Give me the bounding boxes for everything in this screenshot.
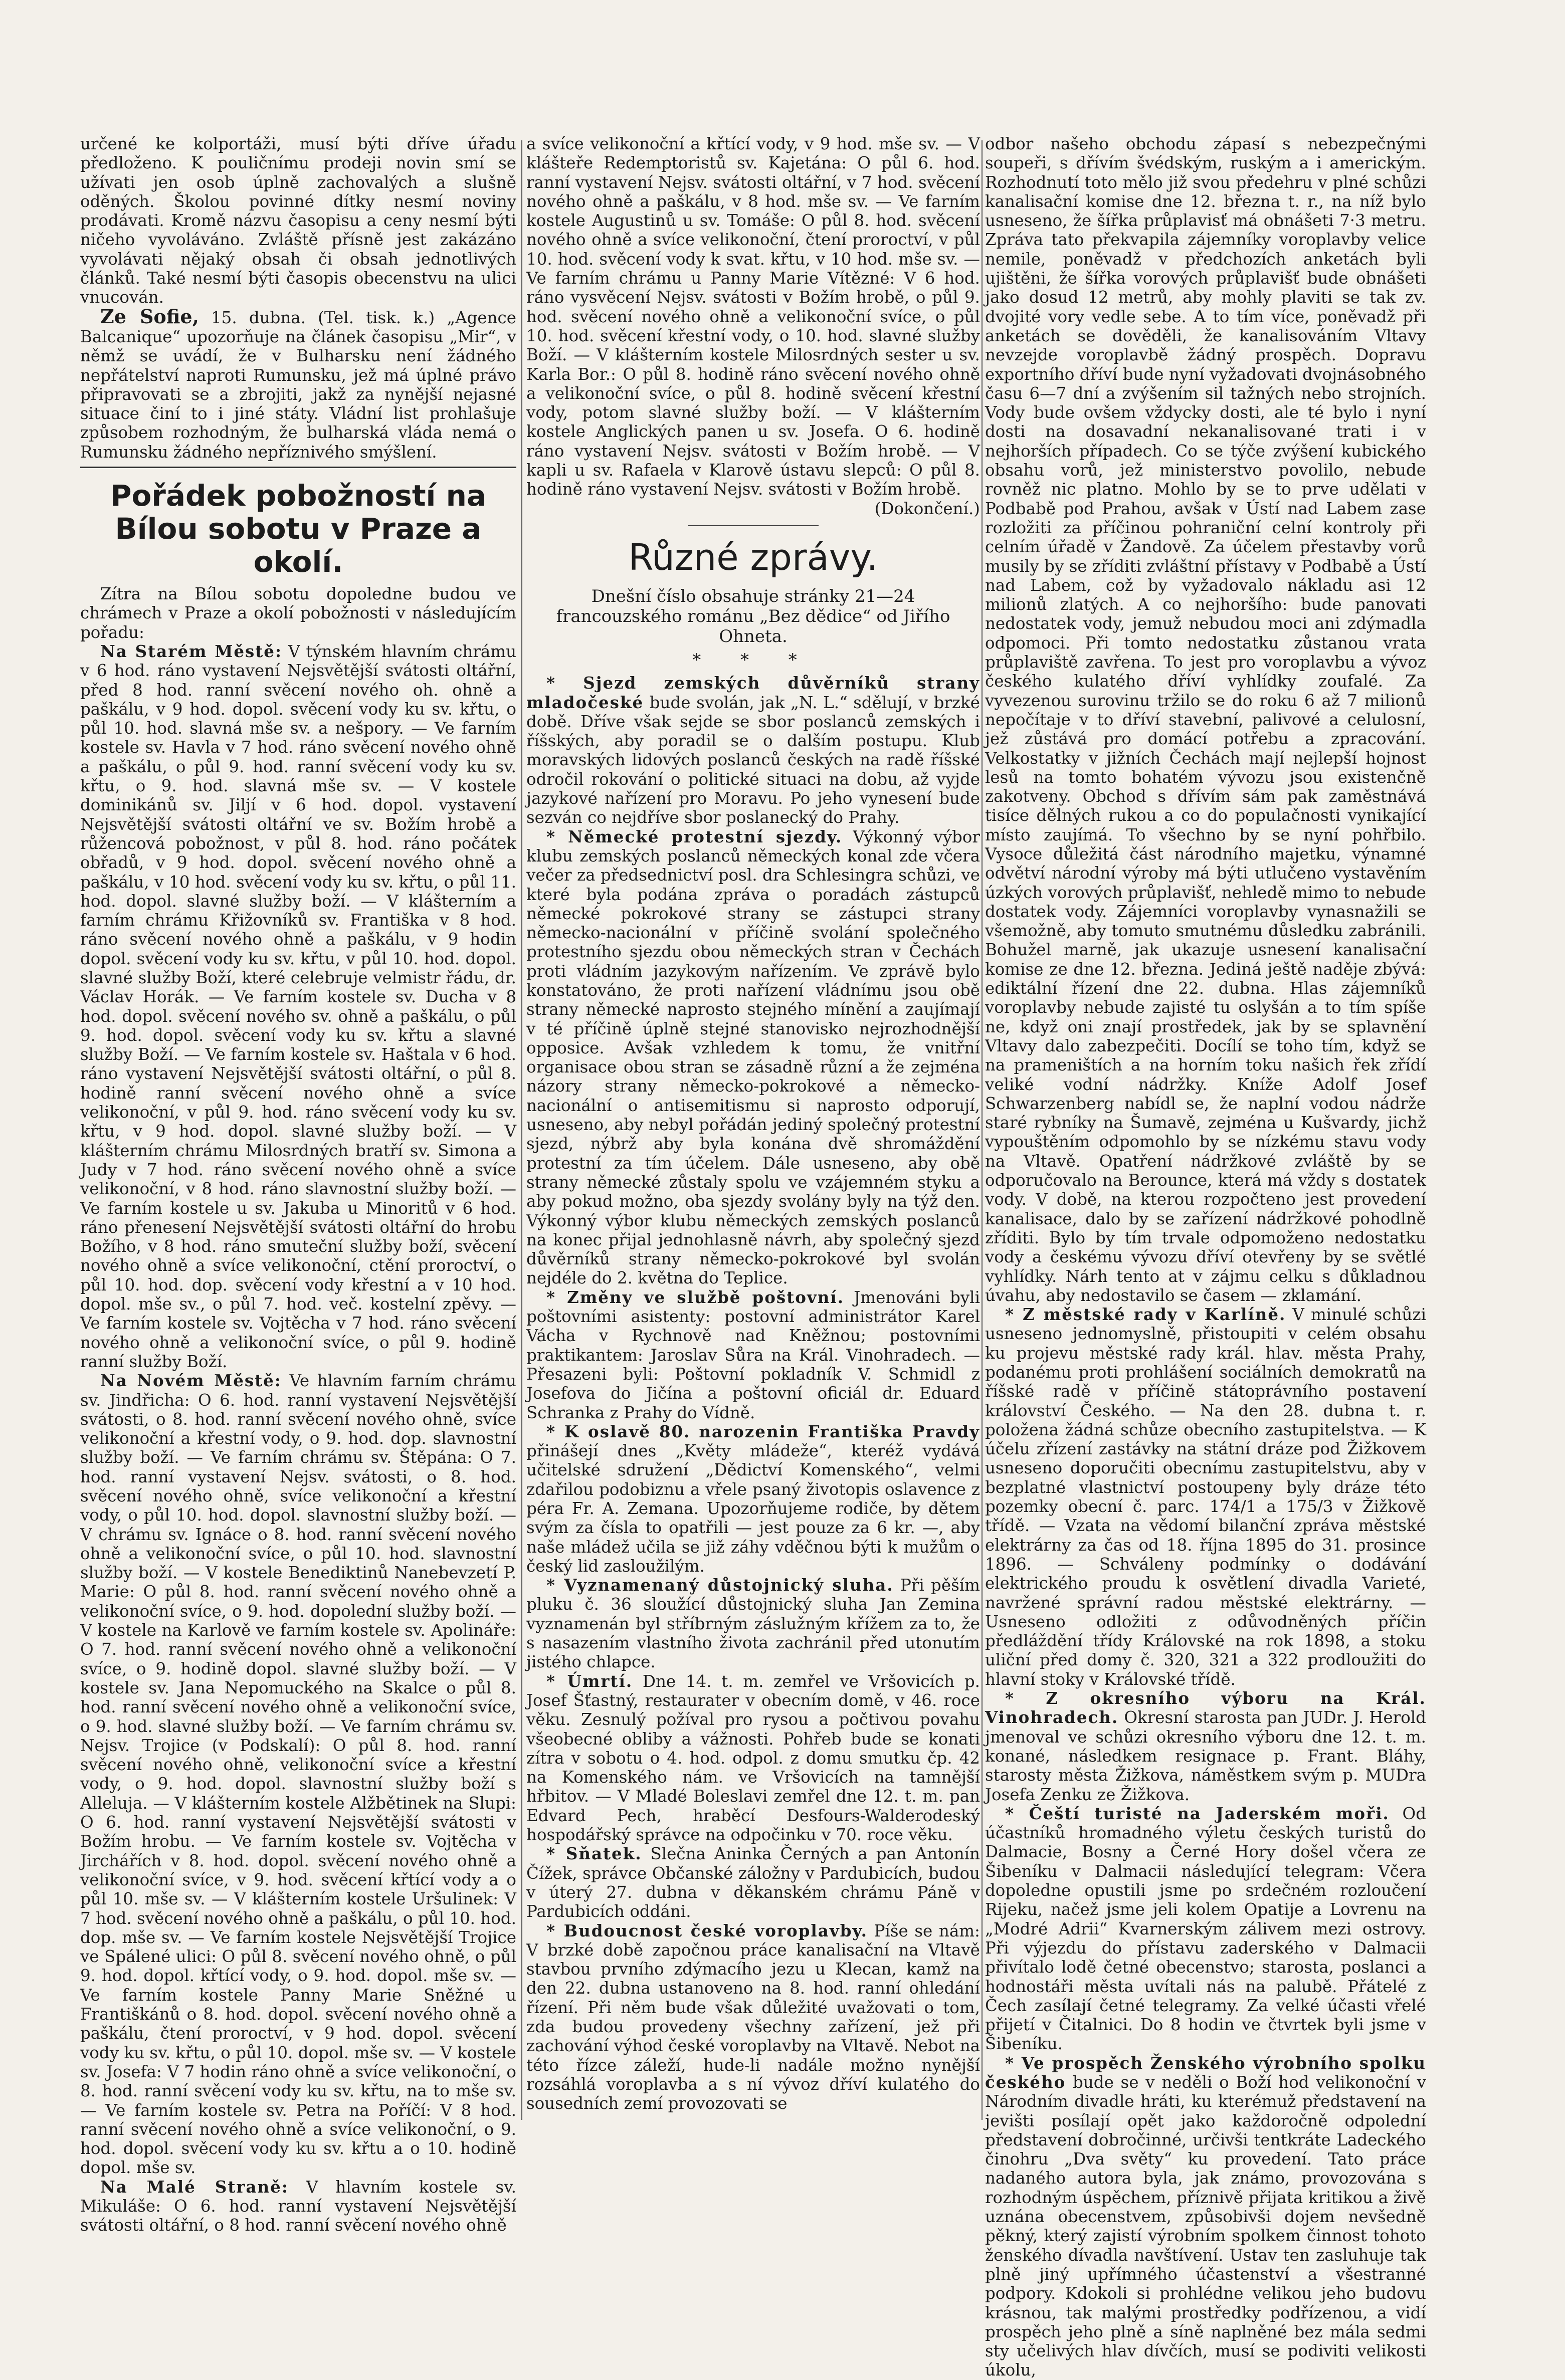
news-text: bude se v neděli o Boží hod velikonoční v Národním divadle hráti, ku kterémuž představení na jevišti posílají opět jako každoročně odpolední představení dobročinné, určivši tentkráte Ladeckého činohru „Dva světy“ ku provedení. Tato práce nadaného autora byla, jak známo, provozována s rozhodným úspěchem, příznivě přijata kritikou a živě uznána obecenstvem, způsobivši dojem nevšedně pěkný, který zajistí výrobním spolkem činnost tohoto ženského dívadla navštívení. Ustav ten zasluhuje tak plně jiný upřímného účastenství a všestranné podpory. Kdokoli si prohlédne velikou jeho budovu krásnou, tak malými prostředky podřízenou, a vidí prospěch jeho plně a síně naplněné bez mála sedmi sty učelivých hlav dívčích, musí se podiviti velikosti úkolu,	[985, 2072, 1426, 2380]
section-heading: Různé zprávy.	[628, 536, 878, 578]
news-headline: * Sňatek.	[546, 1844, 642, 1864]
news-item	[526, 674, 980, 827]
divider	[80, 467, 516, 468]
article-paragraph: odbor našeho obchodu zápasí s nebezpečnými soupeři, s dřívím švédským, ruským a i americkým. Rozhodnutí toto mělo již svou předehru v plné schůzi kanalisační komise dne 12. března t. r., na níž bylo usneseno, že šířka průplavisť má obnášeti 7·3 metru. Zpráva tato překvapila zájemníky voroplavby velice nemile, poněvadž v předchozích anketách byli ujištěni, že šířka vorových průplavišť bude obnášeti jako dosud 12 metrů, aby mohly plaviti se tak zv. dvojité vory vedle sebe. A to tím více, poněvadž při anketách se dověděli, že kanalisováním Vltavy nevzejde voroplavbě žádný prospěch. Dopravu exportního dříví bude nyní vyžadovati dvojnásobného času 6—7 dní a zvýšením sil tažných nebo strojních. Vody bude ovšem vždycky dosti, ale té bylo i nyní dosti na dosavadní nekanalisované trati i v nejhorších případech. Co se týče zvýšení kubického obsahu vorů, jež ministerstvo povolilo, nebude rovněž nic platno. Mohlo by se to prve udělati v Podbabě pod Prahou, avšak v Ústí nad Labem zase rozložiti za příčinou pohraniční celní kontroly při celním úřadě v Žandově. Za účelem přestavby vorů musily by se zříditi zvláštní přístavy v Podbabě a Ústí nad Labem, což by vyžadovalo nákladu asi 12 milionů zlatých. A co nejhoršího: bude panovati nedostatek vody, jemuž nebudou moci ani zdýmadla odpomoci. Při tomto nedostatku zůstanou vrata průplaviště zavřena. To jest pro voroplavbu a vývoz českého kulatého dříví vyhlídky zoufalé. Za vyvezenou surovinu tržilo se do roku 6 až 7 milionů nepočítaje v to dříví stavební, palivové a celulosní, jež zůstává pro domácí potřebu a zpracování. Velkostatky v jižních Čechách mají nejlepší hojnost lesů na tomto bohatém vývozu jsou existenčně zakotveny. Obchod s dřívím sám pak zaměstnává tisíce dělných rukou a co do populačnosti vynikající místo zaujímá. To všechno by se nyní pohřbilo. Vysoce důležitá část národního majetku, výnamné odvětví národní výroby má býti utlučeno vystavěním úzkých vorových průplavišť, nehledě mimo to nebude dostatek vody. Zájemníci voroplavby vynasnažili se všemožně, aby tomuto smutnému důsledku zabránili. Bohužel marně, jak ukazuje usnesení kanalisační komise ze dne 12. března. Jediná ještě naděje zbývá: ediktální řízení dne 22. dubna. Hlas zájemníků voroplavby nebude zajisté tu oslyšán a to tím spíše ne, když oni znají prostředek, jak by se splavnění Vltavy dalo zabezpečiti. Docílí se toho tím, když se na prameništích a na horním toku našich řek zřídí veliké vodní nádržky. Kníže Adolf Josef Schwarzenberg nabídl se, že naplní vodou nádrže staré rybníky na Šumavě, zejména u Kušvardy, jichž vypouštěním odpomohlo by se nízkému stavu vody na Vltavě. Opatření nádržkové zvláště by se odporučovalo na Berounce, která má vždy s dostatek vody. V době, na kterou rozpočteno jest provedení kanalisace, dalo by se zařízení nádržkové pohodlně zříditi. Bylo by tím trvale odpomoženo nedostatku vody a českému vývozu dříví otevřeny by se světlé vyhlídky. Nárh tento at v zájmu celku s důkladnou úvahu, aby nedostavilo se časem — zklamání.	[985, 134, 1426, 1305]
news-headline: * Vyznamenaný důstojnický sluha.	[546, 1575, 894, 1595]
news-text: Při pěším pluku č. 36 sloužící důstojnický sluha Jan Zemina vyznamenán byl stříbrným záslužným křížem za to, že s nasazením vlastního života zachránil před utonutím jistého chlapce.	[526, 1576, 980, 1672]
news-item	[526, 1576, 980, 1671]
news-item	[985, 1305, 1426, 1689]
continuation-note: (Dokončení.)	[874, 499, 980, 518]
divider	[688, 525, 819, 526]
news-text: Píše se nám: V brzké době započnou práce kanalisační na Vltavě stavbou prvního zdýmacího jezu u Klecan, kamž na den 22. dubna ustanoveno na 8. hod. ranní ohledání řízení. Při něm bude však důležité uvažovati o tom, zda budou provedeny všechny zařízení, jež při zachování výhod české voroplavby na Vltavě. Nebot na této řízce záleží, hude-li nadále možno nynější rozsáhlá voroplavba a s ní vývoz dříví kulatého do sousedních zemí provozovati se	[526, 1921, 980, 2113]
column-rule	[982, 140, 983, 2120]
news-item	[985, 2054, 1426, 2380]
subheading: Na Novém Městě:	[100, 1371, 282, 1391]
news-item	[526, 1921, 980, 2113]
news-item	[526, 1844, 980, 1921]
asterism: * * *	[692, 650, 814, 670]
news-text: přinášejí dnes „Květy mládeže“, kteréž vydává učitelské sdružení „Dědictví Komenského“, velmi zdařilou podobiznu a vřele psaný životopis oslavence z péra Fr. A. Zemana. Upozorňujeme rodiče, by dětem svým za čísla to opatřili — jest pouze za 6 kr. —, aby naše mládež učila se již záhy vděčnou býti k mužům o český lid zasloužilým.	[526, 1441, 980, 1576]
news-item	[526, 827, 980, 1288]
news-text: Jmenováni byli poštovními asistenty: postovní administrátor Karel Vácha v Rychnově nad Kněžnou; postovními praktikantem: Jaroslav Sůra na Král. Vinohradech. — Přesazeni byli: Poštovní pokladník V. Schmidl z Josefova do Jičína a poštovní oficiál dr. Eduard Schranka z Prahy do Vídně.	[526, 1287, 980, 1422]
news-text: V minulé schůzi usneseno jednomyslně, přistoupiti v celém obsahu ku projevu městské rady král. hlav. města Prahy, podanému proti prohlášení sociálních demokratů na říšské radě v příčině státoprávního postavení království Českého. — Na den 28. dubna t. r. položena žádná schůze obecního zastupitelstva. — K účelu zřízení zastávky na státní dráze pod Žižkovem usneseno doporučiti obecnímu zastupitelstvu, aby v bezplatné vlastnictví postoupeny byly dráze této pozemky obecní č. parc. 174/1 a 175/3 v Žižkově třídě. — Vzata na vědomí bilanční zpráva městské elektrárny za čas od 18. října 1895 do 31. prosince 1896. — Schváleny podmínky o dodávání elektrického proudu k osvětlení divadla Varieté, navržené správní radou městské elektrárny. — Usneseno odložiti z odůvodněných příčin předláždění třídy Královské na rok 1898, a stoku uliční před domy č. 320, 321 a 322 prodloužiti do hlavní stoky v Královské třídě.	[985, 1305, 1426, 1689]
article-paragraph	[80, 1371, 516, 2177]
column-right	[985, 134, 1426, 2380]
article-text: V týnském hlavním chrámu v 6 hod. ráno vystavení Nejsvětější svátosti oltářní, před 8 hod. ranní svěcení nového oh. ohně a paškálu, v 9 hod. dopol. svěcení vody ku sv. křtu, o půl 10. hod. slavná mše sv. a nešpory. — Ve farním kostele sv. Havla v 7 hod. ráno svěcení nového ohně a paškálu, o půl 9. hod. ranní svěcení vody ku sv. křtu, o 9. hod. slavná mše sv. — V kostele dominikánů sv. Jiljí v 6 hod. dopol. vystavení Nejsvětější svátosti oltářní ve sv. Božím hrobě a růžencová pobožnost, v půl 8. hod. ráno počátek obřadů, v 9 hod. dopol. svěcení nového ohně a paškálu, v 10 hod. svěcení vody ku sv. křtu, o půl 11. hod. dopol. slavné služby boží. — V klášterním a farním chrámu Křižovníků sv. Františka v 8 hod. ráno svěcení nového ohně a paškálu, v 9 hodin dopol. svěcení vody ku sv. křtu, v půl 10. hod. dopol. slavné služby Boží, které celebruje velmistr řádu, dr. Václav Horák. — Ve farním kostele sv. Ducha v 8 hod. dopol. svěcení nového sv. ohně a paškálu, o půl 9. hod. dopol. svěcení vody ku sv. křtu a slavné služby Boží. — Ve farním kostele sv. Haštala v 6 hod. ráno vystavení Nejsvětější svátosti oltářní, o půl 8. hodině ranní svěcení nového ohně a svíce velikonoční, v půl 9. hod. ráno svěcení vody ku sv. křtu, v 9 hod. dopol. slavné služby boží. — V klášterním chrámu Milosrdných bratří sv. Simona a Judy v 7 hod. ráno svěcení nového ohně a svíce velikonoční, v 8 hod. ráno slavnostní služby boží. — Ve farním kostele u sv. Jakuba u Minoritů v 6 hod. ráno přenesení Nejsvětější svátosti oltářní do hrobu Božího, v 8 hod. ráno smuteční služby boží, svěcení nového ohně a svíce velikonoční, ctění proroctví, o půl 10. hod. dop. svěcení vody křestní a v 10 hod. dopol. mše sv., o půl 7. hod. več. kostelní zpěvy. — Ve farním kostele sv. Vojtěcha v 7 hod. ráno svěcení nového ohně a velikonoční svíce, o půl 9. hodině ranní služby Boží.	[80, 641, 516, 1371]
news-text: Okresní starosta pan JUDr. J. Herold jmenoval ve schůzi okresního výboru dne 12. t. m. konané, následkem resignace p. Frant. Bláhy, starosty města Žižkova, náměstkem svým p. MUDra Josefa Zenku ze Žižkova.	[985, 1708, 1426, 1804]
article-paragraph	[80, 2178, 516, 2235]
news-text: bude svolán, jak „N. L.“ sdělují, v brzké době. Dříve však sejde se sbor poslanců zemských i říšských, aby poradil se o dalším postupu. Klub moravských lidových poslanců českých na radě říšské odročil rokování o politické situaci na dobu, až vyjde jazykové nařízení pro Moravu. Po jeho vynesení bude sezván co nejdříve sbor poslanecký do Prahy.	[526, 693, 980, 827]
news-text: Od účastníků hromadného výletu českých turistů do Dalmacie, Bosny a Černé Hory došel včera ze Šibeníku v Dalmacii následující telegram: Včera dopoledne opustili jsme po srdečném rozloučení Rijeku, načež jsme jeli kolem Opatije a Lovrenu na „Modré Adrii“ Kvarnerským zálivem mezi ostrovy. Při výjezdu do přístavu zaderského v Dalmacii přivítalo lodě četné obecenstvo; starosta, poslanci a hodnostáři města uvítali nás na palubě. Přátelé z Čech zasílají četné telegramy. Za velké účasti vřelé přijetí v Čitalnici. Do 8 hodin ve čtvrtek byli jsme v Šibeníku.	[985, 1804, 1426, 2054]
news-headline: * Německé protestní sjezdy.	[546, 826, 843, 846]
column-left	[80, 134, 516, 2235]
news-text: Slečna Aninka Černých a pan Antonín Čížek, správce Občanské záložny v Pardubicích, budou v úterý 27. dubna v děkanském chrámu Páně v Pardubicích oddáni.	[526, 1844, 980, 1921]
notice-text: Dnešní číslo obsahuje stránky 21—24 francouzského románu „Bez dědice“ od Jiřího Ohneta.	[556, 586, 950, 646]
news-item	[526, 1672, 980, 1845]
news-item	[526, 1422, 980, 1576]
article-text: 15. dubna. (Tel. tisk. k.) „Agence Balcanique“ upozorňuje na článek časopisu „Mir“, v němž se uvádí, že v Bulharsku není žádného nepřátelství naproti Rumunsku, jež má úplné právo připravovati se a zbrojiti, jakž za nynější nejasné situace činí to i jiné státy. Vládní list prohlašuje způsobem rozhodným, že bulharská vláda nemá o Rumunsku žádného nepříznivého smýšlení.	[80, 308, 516, 462]
news-headline: * Úmrtí.	[546, 1671, 633, 1691]
news-text: Dne 14. t. m. zemřel ve Vršovicích p. Josef Šťastný, restaurater v obecním domě, v 46. roce věku. Zesnulý požíval pro rysou a počtivou povahu všeobecné obliby a vážnosti. Pohřeb bude se konati zítra v sobotu o 4. hod. odpol. z domu smutku čp. 42 na Komenského nám. ve Vršovicích na tamnější hřbitov. — V Mladé Boleslavi zemřel dne 12. t. m. pan Edvard Pech, hraběcí Desfours-Walderodeský hospodářský správce na odpočinku v 70. roce věku.	[526, 1671, 980, 1845]
news-headline: * Čeští turisté na Jaderském moři.	[1005, 1803, 1390, 1823]
news-headline: * Budoucnost české voroplavby.	[546, 1920, 868, 1940]
news-item	[985, 1804, 1426, 2054]
article-text: Ve hlavním farním chrámu sv. Jindřicha: O 6. hod. ranní vystavení Nejsvětější svátosti, o 8. hod. ranní svěcení nového ohně, svíce velikonoční a křestní vody, o 9. hod. dop. slavnostní služby boží. — Ve farním chrámu sv. Štěpána: O 7. hod. ranní vystavení Nejsv. svátosti, o 8. hod. svěcení nového ohně, svíce velikonoční a křestní vody, o půl 10. hod. dopol. slavnostní služby boží. — V chrámu sv. Ignáce o 8. hod. ranní svěcení nového ohně a velikonoční svíce, o půl 10. hod. slavnostní služby boží. — V kostele Benediktinů Nanebevzetí P. Marie: O půl 8. hod. ranní svěcení nového ohně a velikonoční svíce, o 9. hod. dopolední služby boží. — V kostele na Karlově ve farním kostele sv. Apolináře: O 7. hod. ranní svěcení nového ohně a velikonoční svíce, o 9. hodině dopol. slavné služby boží. — V kostele sv. Jana Nepomuckého na Skalce o půl 8. hod. ranní svěcení nového ohně a velikonoční svíce, o 9. hod. slavné služby boží. — Ve farním chrámu sv. Nejsv. Trojice (v Podskalí): O půl 8. hod. ranní svěcení nového ohně, velikonoční svíce a křestní vody, o 9. hod. dopol. slavnostní služby boží s Alleluja. — V klášterním kostele Alžbětinek na Slupi: O 6. hod. ranní vystavení Nejsvětější svátosti v Božím hrobu. — Ve farním kostele sv. Vojtěcha v Jirchářích v 8. hod. dopol. svěcení nového ohně a velikonoční svíce, v 9. hod. svěcení křtící vody a o půl 10. mše sv. — V klášterním kostele Uršulinek: V 7 hod. svěcení nového ohně a paškálu, o půl 10. hod. dop. mše sv. — Ve farním kostele Nejsvětější Trojice ve Spálené ulici: O půl 8. svěcení nového ohně, o půl 9. hod. dopol. křtící vody, o 9. hod. dopol. mše sv. — Ve farním kostele Panny Marie Sněžné u Františkánů o 8. hod. dopol. svěcení nového ohně a paškálu, čtení proroctví, v 9 hod. dopol. svěcení vody ku sv. křtu, o půl 10. dopol. mše sv. — V kostele sv. Josefa: V 7 hodin ráno ohně a svíce velikonoční, o 8. hod. ranní svěcení vody ku sv. křtu, na to mše sv. — Ve farním kostele sv. Petra na Poříčí: V 8 hod. ranní svěcení nového ohně a svíce velikonoční, o 9. hod. dopol. svěcení vody ku sv. křtu a o 10. hodině dopol. mše sv.	[80, 1371, 516, 2178]
subheading: Na Starém Městě:	[100, 641, 282, 661]
article-paragraph: určené ke kolportáži, musí býti dříve úřadu předloženo. K pouličnímu prodeji novin smí se užívati jen osob úplně zachovalých a slušně oděných. Školou povinné dítky nesmí noviny prodávati. Kromě názvu časopisu a ceny nesmí býti ničeho vyvoláváno. Zvláště přísně jest zakázáno vyvolávati nějaký obsah či obsah jednotlivých článků. Také nesmí býti časopis obecenstvu na ulici vnucován.	[80, 134, 516, 307]
news-headline: * Změny ve službě poštovní.	[546, 1287, 845, 1307]
news-headline: * K oslavě 80. narozenin Františka Pravdy	[546, 1421, 980, 1441]
subheading: Na Malé Straně:	[100, 2177, 289, 2197]
news-headline: * Ve prospěch Ženského výrobního spolku českého	[985, 2053, 1426, 2092]
news-item	[985, 1689, 1426, 1804]
news-text: Výkonný výbor klubu zemských poslanců německých konal zde včera večer za předsednictví posl. dra Schlesingra schůzi, ve které byla podána zpráva o poradách zástupců německé pokrokové strany se zástupci strany německo-nacionální v příčině svolání společného protestního sjezdu obou německých stran v Čechách proti vládním jazykovým nařízením. Ve zprávě bylo konstatováno, že proti nařízení vládnímu jsou obě strany německé naprosto stejného mínění a zaujímají v té příčině úplně stejné stanovisko nejrozhodnější opposice. Avšak vzhledem k tomu, že vnitřní organisace obou stran se zásadně různí a že zejména názory strany německo-pokrokové a německo-nacionální o antisemitismu si naprosto odporují, usneseno, aby nebyl pořádán jediný společný protestní sjezd, nýbrž aby byla konána dvě shromáždění protestní za tím účelem. Dále usneseno, aby obě strany německé zůstaly spolu ve vzájemném styku a aby pokud možno, oba sjezdy svolány byly na týž den. Výkonný výbor klubu německých zemských poslanců na konec přijal jednohlasně návrh, aby společný sjezd důvěrníků strany německo-pokrokové byl svolán nejdéle do 2. května do Teplice.	[526, 827, 980, 1288]
section-heading: Pořádek pobožností na Bílou sobotu v Praze a okolí.	[110, 479, 487, 579]
article-paragraph: a svíce velikonoční a křtící vody, v 9 hod. mše sv. — V klášteře Redemptoristů sv. Kajetána: O půl 6. hod. ranní vystavení Nejsv. svátosti oltářní, v 7 hod. svěcení nového ohně a paškálu, v 8 hod. mše sv. — Ve farním kostele Augustinů u sv. Tomáše: O půl 8. hod. svěcení nového ohně a svíce velikonoční, čtení proroctví, v půl 10. hod. svěcení vody k svat. křtu, v 10 hod. mše sv. — Ve farním chrámu u Panny Marie Vítězné: V 6 hod. ráno vysvěcení Nejsv. svátosti v Božím hrobě, o půl 9. hod. svěcení nového ohně a velikonoční svíce, o půl 10. hod. svěcení křestní vody, o 10. hod. slavné služby Boží. — V klášterním kostele Milosrdných sester u sv. Karla Bor.: O půl 8. hodině ráno svěcení nového ohně a velikonoční svíce, o půl 8. hodině svěcení křestní vody, potom slavné služby boží. — V klášterním kostele Anglických panen u sv. Josefa. O 6. hodině ráno vystavení Nejsv. svátosti v Božím hrobě. — V kapli u sv. Rafaela v Klarově ústavu slepců: O půl 8. hodině ráno vystavení Nejsv. svátosti v Božím hrobě.	[526, 134, 980, 499]
news-headline: * Z okresního výboru na Král. Vinohradech.	[985, 1688, 1426, 1727]
column-middle	[526, 134, 980, 2129]
news-item	[526, 1288, 980, 1422]
column-rule	[521, 140, 522, 2120]
news-headline: * Z městské rady v Karlíně.	[1005, 1305, 1286, 1325]
news-headline: * Sjezd zemských důvěrníků strany mladočeské	[526, 673, 980, 712]
article-paragraph	[80, 307, 516, 462]
dateline: Ze Sofie,	[100, 305, 199, 328]
article-paragraph	[80, 642, 516, 1371]
article-paragraph: Zítra na Bílou sobotu dopoledne budou ve chrámech v Praze a okolí pobožnosti v následujícím pořadu:	[80, 584, 516, 642]
article-text: V hlavním kostele sv. Mikuláše: O 6. hod. ranní vystavení Nejsvětější svátosti oltářní, o 8 hod. ranní svěcení nového ohně	[80, 2177, 516, 2235]
